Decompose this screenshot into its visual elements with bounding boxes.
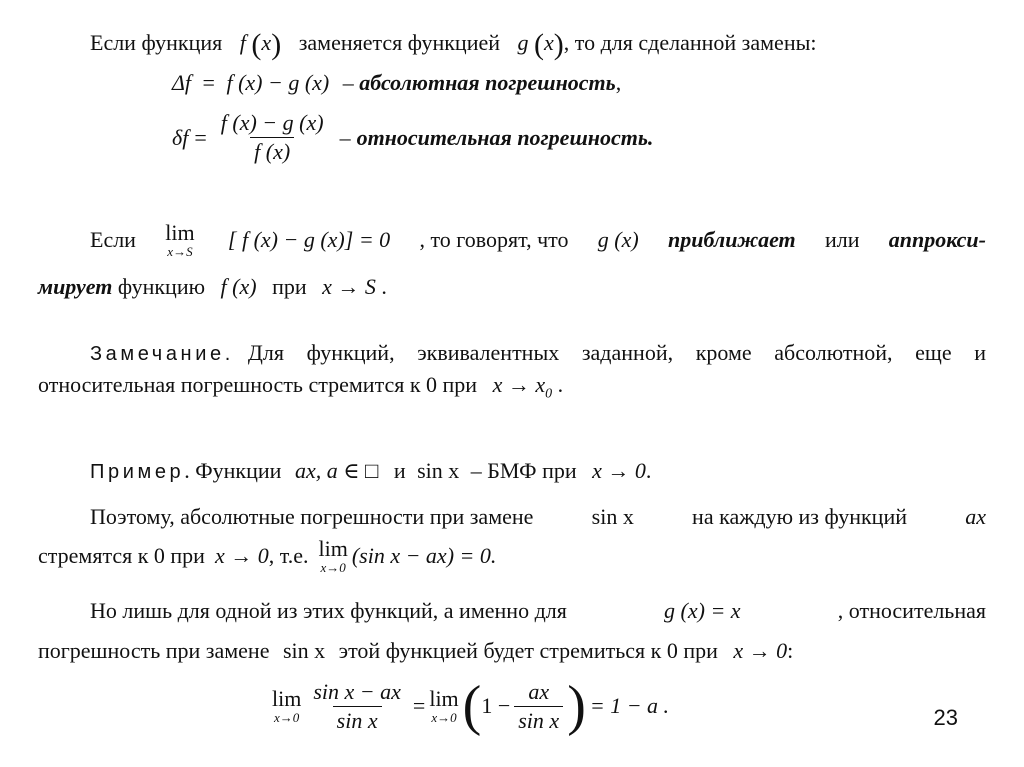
or-text: или [824,227,860,252]
therefore-limit-expression: (sin x − ax) = 0. [351,543,497,568]
missing-glyph-box: □ [365,458,379,483]
x-to-zero: x → 0 [733,638,788,663]
fraction-2-numerator: ax [528,678,550,704]
but-text-1: Но лишь для одной из этих функций, а именно для [90,598,567,623]
example-line [90,460,651,482]
x-symbol: x [261,30,272,56]
approximation-line-1 [38,222,986,258]
abs-expression: f (x) − g (x) [226,70,330,95]
g-symbol: g [517,30,529,56]
x-to-s: x → S [322,274,376,299]
remark-line-2 [38,374,563,401]
fraction-numerator: f (x) − g (x) [220,110,324,135]
fraction-1 [309,678,405,733]
result: = 1 − a . [589,693,670,718]
paren: ( [534,28,545,61]
fraction-denominator: f (x) [250,137,294,163]
example-text-2: и [393,458,406,483]
small-delta-f: δf [172,124,189,150]
x-symbol: x [544,30,554,56]
intro-text-3: , то для сделанной замены: [563,30,817,56]
but-text-3: погрешность при замене [38,638,270,663]
limit-operator [165,222,194,258]
x0-subscript: 0 [545,386,553,402]
sin-x: sin x [282,638,326,663]
approx-text-5: при [272,274,307,299]
g-equals-x: g (x) = x [664,598,741,623]
approximates-term: приближает [668,227,796,252]
limit-operator [429,688,458,724]
relative-error-formula [172,112,653,163]
relative-fraction [217,112,328,163]
g-of-x: g (x) [597,227,639,252]
f-symbol: f [239,30,246,56]
page-number: 23 [933,705,958,730]
dash: – [342,70,354,95]
but-text-2: , относительная [837,598,986,623]
f-of-x: f (x) [220,274,257,299]
fraction-2-denominator: sin x [514,706,563,732]
approx-limit-expression: [ f (x) − g (x)] = 0 [227,227,391,252]
example-text-3: – БМФ при [470,458,577,483]
therefore-text-4: , т.е. [268,543,309,568]
one-minus: 1 − [481,693,511,718]
fraction-2 [514,678,563,733]
x-to-zero: x → 0 [214,543,269,568]
but-text-4: этой функцией будет стремиться к 0 при [338,638,718,663]
left-big-paren: ( [462,675,482,737]
but-line-1 [90,600,986,622]
fraction-1-numerator: sin x − ax [313,678,401,704]
therefore-text-3: стремятся к 0 при [38,543,205,568]
approximates-term-3: мирует [38,274,113,299]
equals: = [412,693,426,718]
dash: – [339,124,351,150]
absolute-error-formula [172,72,621,94]
equals: = [202,70,215,95]
remark-text-2: относительная погрешность стремится к 0 при [38,372,478,397]
x-to-x0: x → x [492,372,546,397]
limit-operator [272,688,301,724]
therefore-text-1: Поэтому, абсолютные погрешности при замене [90,504,534,529]
approx-text-2: , то говорят, что [419,227,569,252]
absolute-error-label: абсолютная погрешность [359,70,616,95]
lim-label: lim [272,686,302,711]
period: . [645,458,652,483]
equals: = [194,124,207,150]
fraction-1-denominator: sin x [333,706,382,732]
lim-subscript: x→S [167,244,193,259]
period: . [381,274,387,299]
intro-text-1: Если функция [90,30,223,56]
sin-x: sin x [591,504,634,529]
therefore-line-1 [90,506,986,528]
period: . [557,372,564,397]
lim-subscript: x→0 [431,710,457,725]
right-big-paren: ) [567,675,586,737]
approx-text-1: Если [90,227,136,252]
paren: ) [271,28,282,61]
lim-label: lim [429,686,459,711]
approximation-line-2 [38,276,387,298]
limit-operator [318,538,347,574]
x-to-zero: x → 0 [592,458,646,483]
delta-f: Δf [172,70,192,95]
sin-x: sin x [417,458,460,483]
example-text-1: . Функции [184,458,282,483]
approx-text-4: функцию [117,274,206,299]
intro-line [90,30,817,60]
lim-subscript: x→0 [320,560,346,575]
ax: ax [965,504,986,529]
remark-text-1: Для функций, эквивалентных заданной, кроме абсолютной, еще и [247,340,986,365]
but-line-2 [38,640,793,662]
paren: ) [553,28,564,61]
paren: ( [251,28,262,61]
remark-line-1 [90,342,986,364]
approximates-term-2: аппрокси- [888,227,986,252]
therefore-text-2: на каждую из функций [692,504,907,529]
comma: , [615,70,622,95]
ax-expression: ax, a ∈ [294,458,360,483]
lim-label: lim [165,220,195,245]
intro-text-2: заменяется функцией [298,30,501,56]
relative-error-label: относительная погрешность. [356,124,654,150]
colon: : [787,638,794,663]
therefore-line-2 [38,538,496,574]
example-label: Пример [90,461,185,483]
lim-subscript: x→0 [274,710,300,725]
lim-label: lim [318,536,348,561]
remark-label: Замечание. [90,343,234,365]
final-formula [272,675,670,737]
